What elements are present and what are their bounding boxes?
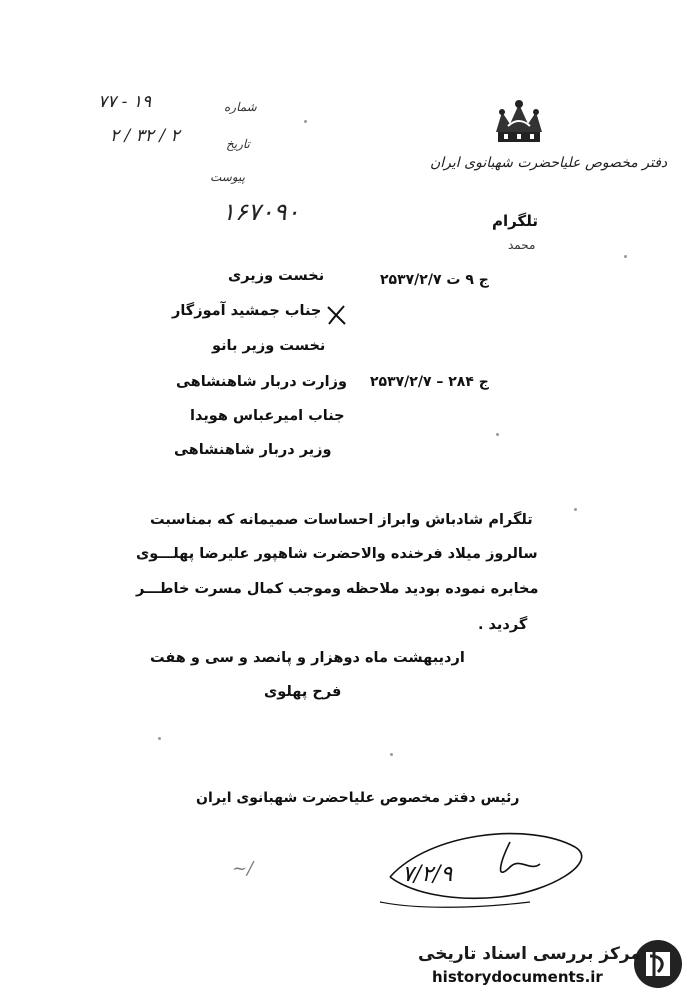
faint-mark: ~/ [232,858,254,879]
scan-speck [574,508,577,511]
body-line-3: مخابره نموده بودید ملاحظه وموجب کمال مسرت خاطـــر [136,581,539,597]
scan-speck [390,753,393,756]
date-value: ۲ / ۳۲ / ۲ [110,126,180,146]
scan-speck [496,433,499,436]
telegram-code-2: ج ۲۸۴ – ۲۵۳۷/۲/۷ [370,374,489,390]
recipient-line-1: نخست وزیری [228,268,325,284]
handwritten-registration-number: ۱۶۷۰۹۰ [222,198,300,226]
office-name: دفتر مخصوص علیاحضرت شهبانوی ایران [430,155,668,171]
recipient-line-5: جناب امیرعباس هویدا [190,408,345,424]
body-line-1: تلگرام شادباش وابراز احساسات صمیمانه که بمناسبت [150,512,533,528]
watermark-org-name: مرکز بررسی اسناد تاریخی [418,944,641,964]
reference-number-label: شماره [224,100,257,114]
date-label: تاریخ [226,137,250,151]
handwritten-signature [360,822,600,912]
telegram-title: تلگرام [492,212,538,230]
attachment-label: پیوست [210,170,245,184]
scan-speck [304,120,307,123]
recipient-line-2: جناب جمشید آموزگار [172,303,322,319]
telegram-code-1: ج ۹ ت ۲۵۳۷/۲/۷ [380,272,489,288]
office-chief-title: رئیس دفتر مخصوص علیاحضرت شهبانوی ایران [196,790,520,806]
crown-emblem-icon [488,96,550,148]
signer-name: فرح پهلوی [264,684,342,700]
recipient-line-3: نخست وزیر بانو [212,338,326,354]
recipient-line-6: وزیر دربار شاهنشاهی [174,442,332,458]
handwritten-x-mark-icon [325,303,349,327]
body-line-2: سالروز میلاد فرخنده والاحضرت شاهپور علیرضا پهلـــوی [136,546,538,562]
scan-speck [158,737,161,740]
telegram-subtitle: محمد [508,238,536,252]
signature-date: ۷/۲/۹ [402,862,453,887]
date-line: اردیبهشت ماه دوهزار و پانصد و سی و هفت [150,650,465,666]
reference-number-value: ۷۷ - ۱۹ [98,92,152,112]
scan-speck [624,255,627,258]
recipient-line-4: وزارت دربار شاهنشاهی [176,374,347,390]
watermark-url: historydocuments.ir [432,968,603,986]
body-line-4: گردید . [478,617,528,633]
